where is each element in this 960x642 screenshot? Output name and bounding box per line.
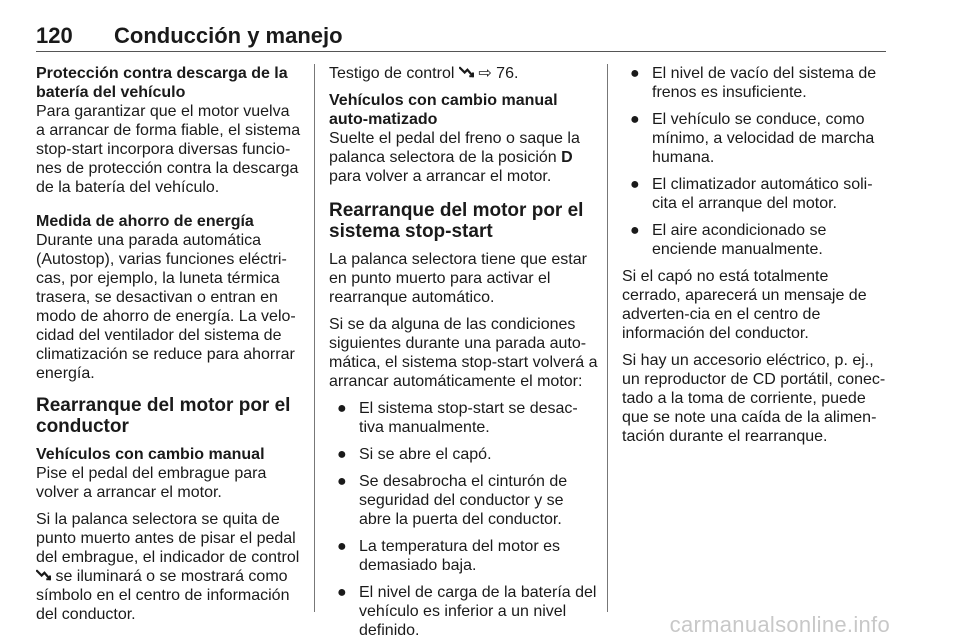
- list-item-text: El sistema stop-start se desac-tiva manualmente.: [359, 400, 578, 436]
- condition-list: [622, 64, 890, 259]
- subheading: Medida de ahorro de energía: [36, 213, 254, 230]
- page-reference[interactable]: 76.: [496, 65, 519, 82]
- bullet-icon: ●: [337, 400, 347, 417]
- list-item-text: Si se abre el capó.: [359, 446, 492, 463]
- list-item-text: El vehículo se conduce, como mínimo, a velocidad de marcha humana.: [652, 111, 875, 166]
- bullet-icon: ●: [337, 446, 347, 463]
- list-item-text: El nivel de carga de la batería del vehículo es inferior a un nivel definido.: [359, 584, 597, 639]
- chapter-title: Conducción y manejo: [114, 23, 343, 48]
- list-item: [329, 583, 599, 640]
- paragraph: Si el capó no está totalmente cerrado, aparecerá un mensaje de adverten-cia en el centro de información del conductor.: [622, 268, 867, 342]
- watermark: carmanualsonline.info: [669, 612, 890, 637]
- paragraph: La palanca selectora tiene que estar en punto muerto para activar el rearranque automático.: [329, 251, 587, 306]
- header-rule: [36, 51, 886, 52]
- subheading: Vehículos con cambio manual: [36, 446, 265, 463]
- list-item: [622, 110, 890, 167]
- section-heading: Rearranque del motor por el conductor: [36, 395, 291, 437]
- bullet-icon: ●: [337, 584, 347, 601]
- paragraph: Para garantizar que el motor vuelva a arrancar de forma fiable, el sistema stop-start incorpora diversas funcio-nes de protección contra la descarga de la batería del vehículo.: [36, 103, 301, 196]
- column-divider: [607, 64, 608, 612]
- paragraph-text: para volver a arrancar el motor.: [329, 168, 552, 185]
- paragraph-text: Testigo de control: [329, 65, 455, 82]
- paragraph: [36, 510, 302, 624]
- paragraph: [329, 129, 599, 186]
- list-item-text: La temperatura del motor es demasiado baja.: [359, 538, 560, 574]
- bullet-icon: ●: [630, 222, 640, 239]
- bullet-icon: ●: [337, 538, 347, 555]
- list-item: [329, 537, 599, 575]
- list-item-text: El climatizador automático soli-cita el arranque del motor.: [652, 176, 873, 212]
- list-item-text: El aire acondicionado se enciende manualmente.: [652, 222, 827, 258]
- text-column-1: [36, 64, 302, 632]
- paragraph: [329, 64, 599, 83]
- autostop-indicator-icon: [36, 569, 51, 582]
- page-number: 120: [36, 23, 73, 48]
- paragraph: Pise el pedal del embrague para volver a arrancar el motor.: [36, 465, 267, 501]
- bullet-icon: ●: [630, 65, 640, 82]
- subheading: Vehículos con cambio manual auto-matizado: [329, 92, 558, 128]
- subheading: Protección contra descarga de la batería del vehículo: [36, 65, 288, 101]
- column-divider: [314, 64, 315, 612]
- page-reference-arrow-icon: ⇨: [478, 65, 492, 82]
- bullet-icon: ●: [630, 176, 640, 193]
- list-item: [329, 472, 599, 529]
- list-item: [622, 175, 890, 213]
- list-item: [329, 399, 599, 437]
- paragraph: Durante una parada automática (Autostop), varias funciones eléctri-cas, por ejemplo, la luneta térmica trasera, se desactivan o entran en modo de ahorro de energía. La velo-cidad del ventilador del sistema de climatización se reduce para ahorrar energía.: [36, 232, 296, 382]
- section-heading: Rearranque del motor por el sistema stop-start: [329, 200, 584, 242]
- paragraph-text: Si la palanca selectora se quita de punto muerto antes de pisar el pedal del embrague, el indicador de control: [36, 511, 300, 566]
- paragraph: Si hay un accesorio eléctrico, p. ej., un reproductor de CD portátil, conec-tado a la toma de corriente, puede que se note una caída de la alimen-tación durante el rearranque.: [622, 352, 886, 445]
- paragraph: Si se da alguna de las condiciones siguientes durante una parada auto-mática, el sistema stop-start volverá a arrancar automáticamente el motor:: [329, 316, 598, 390]
- text-column-2: [329, 64, 599, 642]
- bullet-icon: ●: [337, 473, 347, 490]
- paragraph-text: se iluminará o se mostrará como símbolo en el centro de información del conductor.: [36, 568, 290, 623]
- condition-list: [329, 399, 599, 640]
- page-header: [36, 24, 886, 50]
- bullet-icon: ●: [630, 111, 640, 128]
- paragraph-text: Suelte el pedal del freno o saque la palanca selectora de la posición: [329, 130, 580, 166]
- list-item-text: El nivel de vacío del sistema de frenos es insuficiente.: [652, 65, 877, 101]
- text-column-3: [622, 64, 890, 454]
- list-item-text: Se desabrocha el cinturón de seguridad del conductor y se abre la puerta del conductor.: [359, 473, 568, 528]
- list-item: [329, 445, 599, 464]
- autostop-indicator-icon: [459, 66, 474, 79]
- gear-position-label: D: [561, 149, 573, 166]
- list-item: [622, 64, 890, 102]
- list-item: [622, 221, 890, 259]
